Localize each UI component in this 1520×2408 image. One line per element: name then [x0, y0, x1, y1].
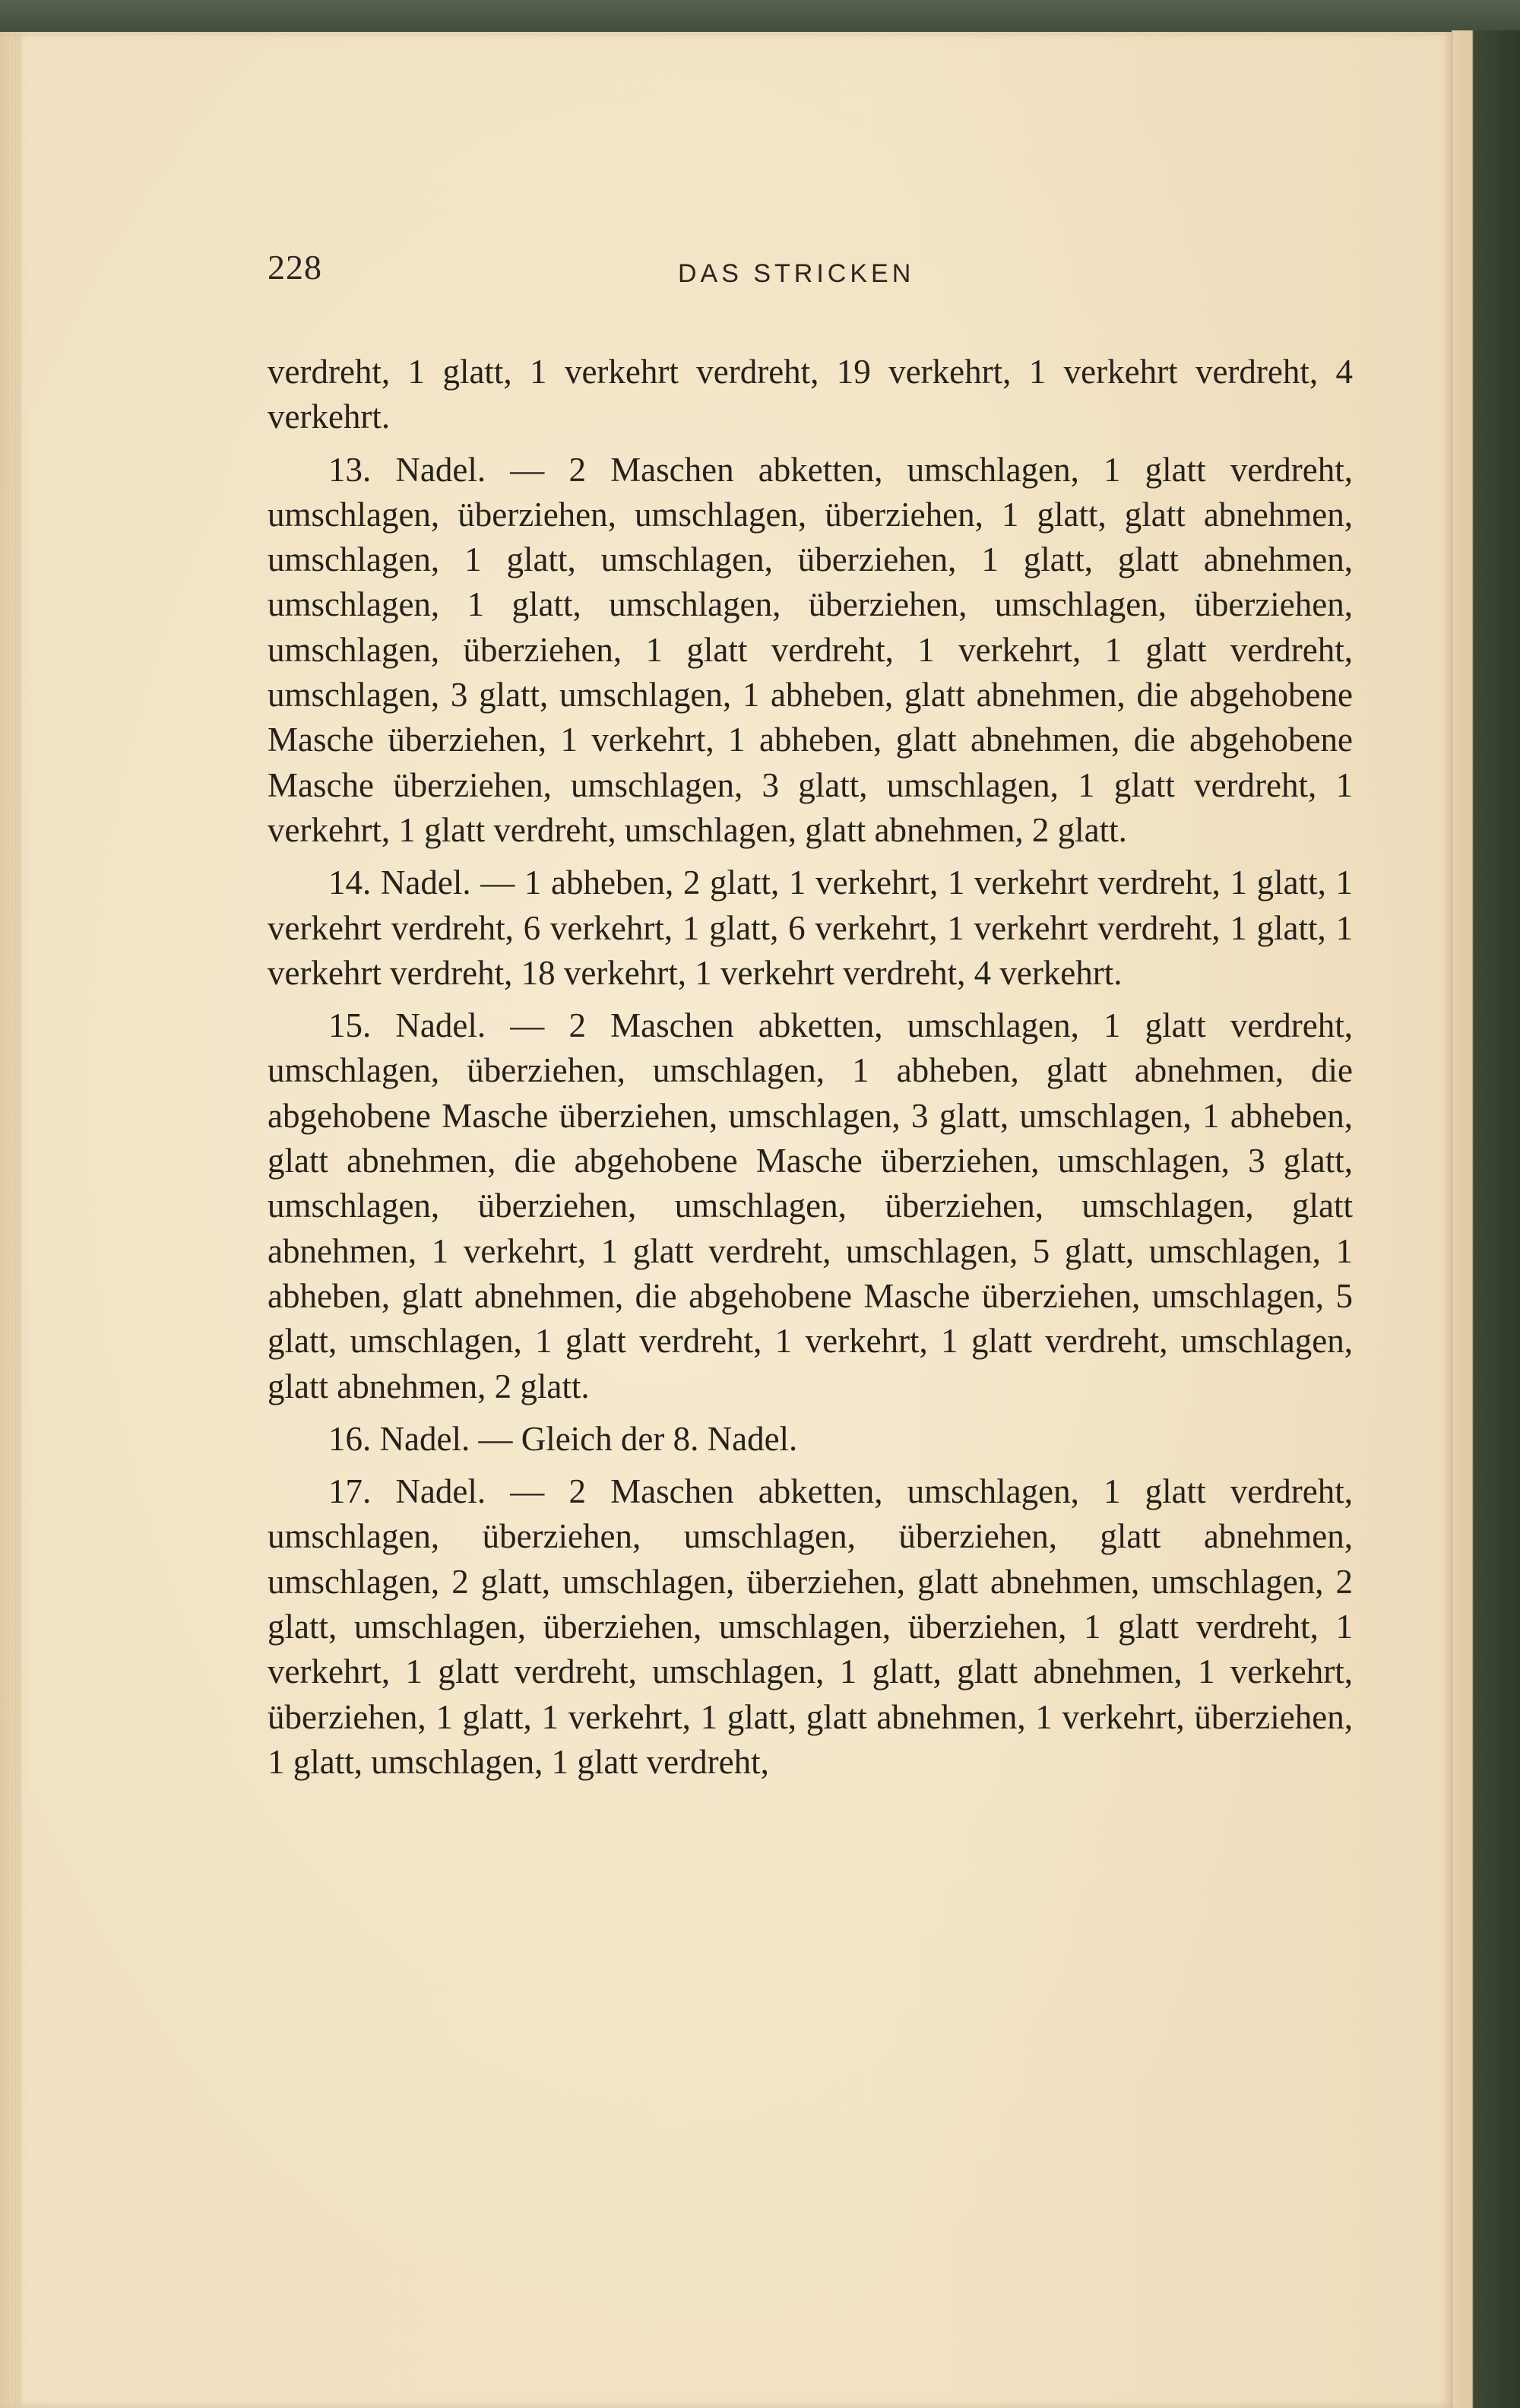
paragraph: 16. Nadel. — Gleich der 8. Nadel. — [328, 1419, 798, 1458]
body-text — [268, 350, 1353, 1792]
paragraph: 15. Nadel. — 2 Maschen abketten, umschlagen, 1 glatt verdreht, umschlagen, überziehen, umschlagen, 1 abheben, glatt abnehmen, die abgehobene Masche überziehen, umschlagen, 3 glatt, umschlagen, 1 abheben, glatt abnehmen, die abgehobene Masche überziehen, umschlagen, 3 glatt, umschlagen, überziehen, umschlagen, überziehen, umschlagen, glatt abnehmen, 1 verkehrt, 1 glatt verdreht, umschlagen, 5 glatt, umschlagen, 1 abheben, glatt abnehmen, die abgehobene Masche überziehen, umschlagen, 5 glatt, umschlagen, 1 glatt verdreht, 1 verkehrt, 1 glatt verdreht, umschlagen, glatt abnehmen, 2 glatt. — [268, 1006, 1353, 1405]
running-head: DAS STRICKEN — [678, 259, 915, 288]
page-edge — [0, 32, 21, 2408]
book-cover-right — [1452, 30, 1520, 2408]
paragraph: 13. Nadel. — 2 Maschen abketten, umschlagen, 1 glatt verdreht, umschlagen, überziehen, umschlagen, überziehen, 1 glatt, glatt abnehmen, umschlagen, 1 glatt, umschlagen, überziehen, 1 glatt, glatt abnehmen, umschlagen, 1 glatt, umschlagen, überziehen, umschlagen, überziehen, umschlagen, überziehen, 1 glatt verdreht, 1 verkehrt, 1 glatt verdreht, umschlagen, 3 glatt, umschlagen, 1 abheben, glatt abnehmen, die abgehobene Masche überziehen, 1 verkehrt, 1 abheben, glatt abnehmen, die abgehobene Masche überziehen, umschlagen, 3 glatt, umschlagen, 1 glatt verdreht, 1 verkehrt, 1 glatt verdreht, umschlagen, glatt abnehmen, 2 glatt. — [268, 450, 1353, 849]
page-header — [268, 247, 1353, 300]
paragraph: verdreht, 1 glatt, 1 verkehrt verdreht, 19 verkehrt, 1 verkehrt verdreht, 4 verkehrt. — [268, 353, 1353, 436]
paragraph: 14. Nadel. — 1 abheben, 2 glatt, 1 verkehrt, 1 verkehrt verdreht, 1 glatt, 1 verkehrt verdreht, 6 verkehrt, 1 glatt, 6 verkehrt, 1 verkehrt verdreht, 1 glatt, 1 verkehrt verdreht, 18 verkehrt, 1 verkehrt verdreht, 4 verkehrt. — [268, 863, 1353, 992]
page-number: 228 — [268, 248, 322, 287]
paragraph: 17. Nadel. — 2 Maschen abketten, umschlagen, 1 glatt verdreht, umschlagen, überziehen, umschlagen, überziehen, glatt abnehmen, umschlagen, 2 glatt, umschlagen, überziehen, glatt abnehmen, umschlagen, 2 glatt, umschlagen, überziehen, umschlagen, überziehen, 1 glatt verdreht, 1 verkehrt, 1 glatt verdreht, umschlagen, 1 glatt, glatt abnehmen, 1 verkehrt, überziehen, 1 glatt, 1 verkehrt, 1 glatt, glatt abnehmen, 1 verkehrt, überziehen, 1 glatt, umschlagen, 1 glatt verdreht, — [268, 1472, 1353, 1781]
